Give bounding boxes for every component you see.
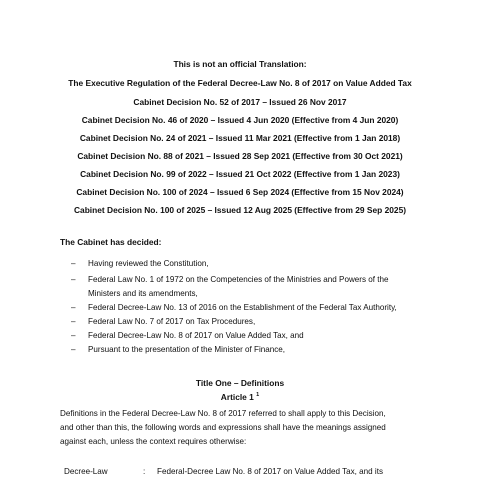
dash-bullet: –	[71, 331, 76, 340]
cabinet-decision: Cabinet Decision No. 100 of 2025 – Issued 12 Aug 2025 (Effective from 29 Sep 2025)	[73, 205, 407, 215]
article-label: Article 1	[220, 392, 254, 402]
dash-bullet: –	[71, 317, 76, 326]
cabinet-decision: Cabinet Decision No. 46 of 2020 – Issued 4 Jun 2020 (Effective from 4 Jun 2020)	[81, 115, 399, 125]
recital-text: Federal Decree-Law No. 8 of 2017 on Value Added Tax, and	[88, 331, 304, 340]
recital-text: Ministers and its amendments,	[88, 289, 198, 298]
dash-bullet: –	[71, 259, 76, 268]
definition-text: Federal-Decree Law No. 8 of 2017 on Value Added Tax, and its	[157, 467, 384, 476]
cabinet-decision: Cabinet Decision No. 88 of 2021 – Issued 28 Sep 2021 (Effective from 30 Oct 2021)	[77, 151, 403, 161]
recital-text: Pursuant to the presentation of the Minister of Finance,	[88, 345, 286, 354]
definitions-paragraph-line: Definitions in the Federal Decree-Law No. 8 of 2017 referred to shall apply to this Decision,	[60, 409, 386, 418]
dash-bullet: –	[71, 303, 76, 312]
document-title: The Executive Regulation of the Federal Decree-Law No. 8 of 2017 on Value Added Tax	[68, 78, 412, 88]
recital-text: Federal Law No. 1 of 1972 on the Competencies of the Ministries and Powers of the	[88, 275, 389, 284]
cabinet-decision: Cabinet Decision No. 99 of 2022 – Issued 21 Oct 2022 (Effective from 1 Jan 2023)	[80, 169, 400, 179]
section-title: Title One – Definitions	[195, 378, 285, 388]
dash-bullet: –	[71, 345, 76, 354]
recital-text: Federal Decree-Law No. 13 of 2016 on the Establishment of the Federal Tax Authority,	[88, 303, 397, 312]
disclaimer: This is not an official Translation:	[173, 59, 307, 69]
definition-term: Decree-Law	[64, 467, 108, 476]
article-heading	[0, 390, 480, 402]
cabinet-decision: Cabinet Decision No. 24 of 2021 – Issued 11 Mar 2021 (Effective from 1 Jan 2018)	[79, 133, 401, 143]
cabinet-decision: Cabinet Decision No. 52 of 2017 – Issued 26 Nov 2017	[133, 97, 347, 107]
recital-text: Having reviewed the Constitution,	[88, 259, 209, 268]
footnote-marker: 1	[256, 392, 260, 398]
recital-text: Federal Law No. 7 of 2017 on Tax Procedures,	[88, 317, 256, 326]
definitions-paragraph-line: against each, unless the context requires otherwise:	[60, 437, 247, 446]
definitions-paragraph-line: and other than this, the following words and expressions shall have the meanings assigned	[60, 423, 386, 432]
cabinet-intro: The Cabinet has decided:	[60, 237, 162, 247]
definition-colon: :	[143, 467, 146, 476]
dash-bullet: –	[71, 275, 76, 284]
cabinet-decision: Cabinet Decision No. 100 of 2024 – Issued 6 Sep 2024 (Effective from 15 Nov 2024)	[76, 187, 404, 197]
